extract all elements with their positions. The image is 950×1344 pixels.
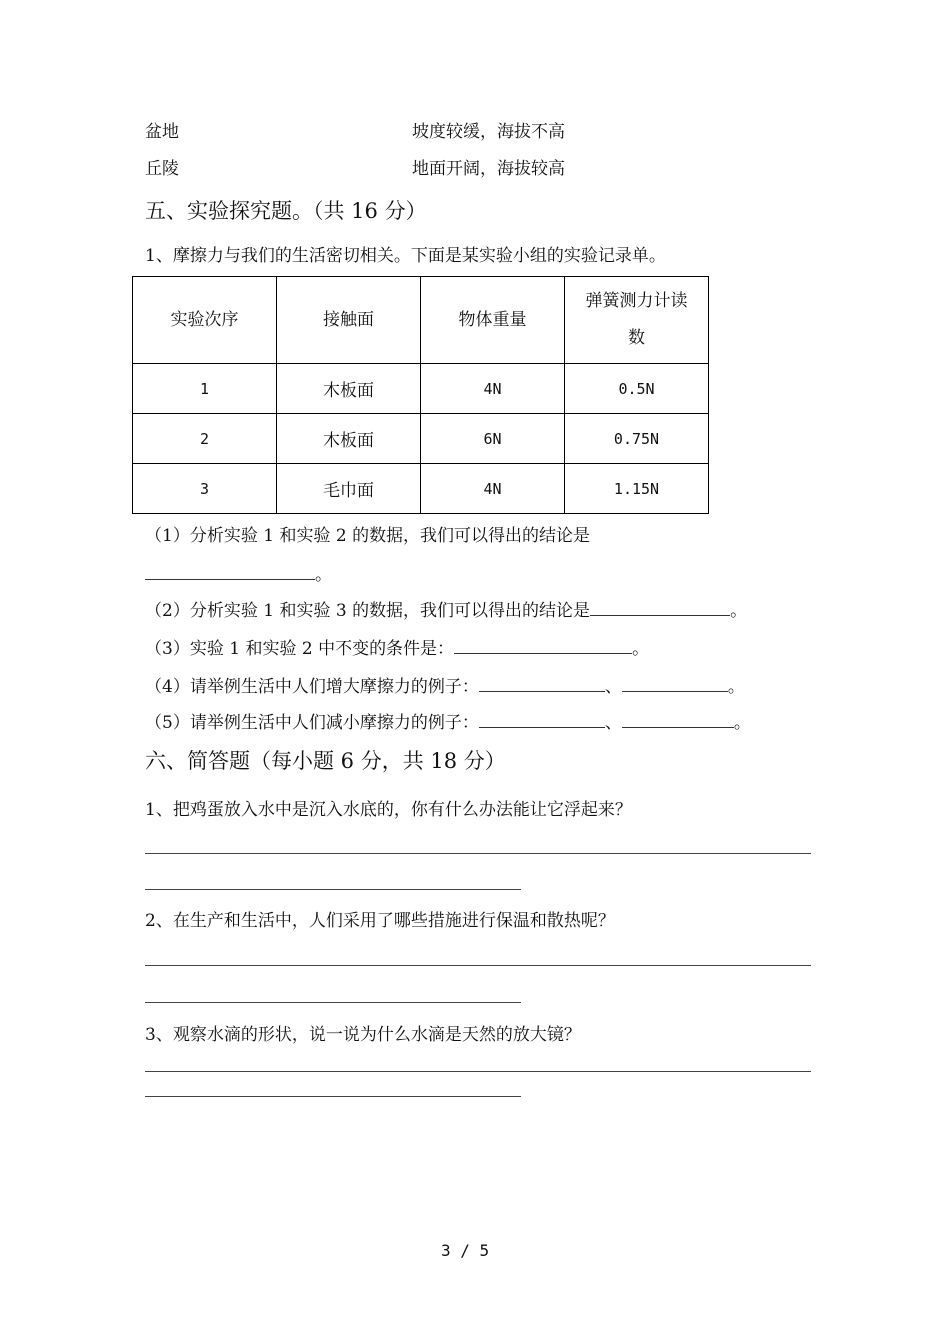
answer-line[interactable] [145,853,811,854]
table-header-cell: 弹簧测力计读数 [565,277,709,364]
table-header-cell: 物体重量 [421,277,565,364]
table-cell: 毛巾面 [277,464,421,514]
sub-question-1: （1）分析实验 1 和实验 2 的数据，我们可以得出的结论是 [145,526,591,546]
answer-blank[interactable] [145,563,315,580]
term-basin: 盆地 [145,122,179,142]
section-6-question-1: 1、把鸡蛋放入水中是沉入水底的，你有什么办法能让它浮起来？ [145,800,632,820]
answer-blank[interactable] [479,711,605,728]
sub-question-5: （5）请举例生活中人们减小摩擦力的例子： 、 。 [145,713,751,733]
table-cell: 木板面 [277,364,421,414]
answer-blank[interactable] [622,711,734,728]
table-cell: 1 [133,364,277,414]
table-header-row [133,277,709,364]
answer-line[interactable] [145,889,521,890]
table-cell: 2 [133,414,277,464]
section-6-title: 六、简答题（每小题 6 分，共 18 分） [145,749,506,773]
answer-blank[interactable] [479,675,605,692]
table-cell: 1.15N [565,464,709,514]
table-cell: 0.5N [565,364,709,414]
section-6-question-2: 2、在生产和生活中，人们采用了哪些措施进行保温和散热呢？ [145,911,615,931]
answer-blank[interactable] [622,675,728,692]
term-hills: 丘陵 [145,159,179,179]
answer-blank[interactable] [454,637,632,654]
sub-question-2: （2）分析实验 1 和实验 3 的数据，我们可以得出的结论是 。 [145,601,748,621]
table-header-cell: 实验次序 [133,277,277,364]
experiment-table [132,276,709,514]
sub-question-1-answer-line: 。 [145,563,332,586]
table-cell: 0.75N [565,414,709,464]
table-cell: 4N [421,464,565,514]
table-cell: 木板面 [277,414,421,464]
table-cell: 4N [421,364,565,414]
table-header-cell: 接触面 [277,277,421,364]
desc-basin: 坡度较缓，海拔不高 [412,122,565,142]
answer-blank[interactable] [590,599,730,616]
answer-line[interactable] [145,1096,521,1097]
answer-line[interactable] [145,965,811,966]
table-row [133,464,709,514]
table-cell: 3 [133,464,277,514]
table-row [133,364,709,414]
table-row [133,414,709,464]
sub-question-4: （4）请举例生活中人们增大摩擦力的例子： 、 。 [145,677,745,697]
section-5-title: 五、实验探究题。（共 16 分） [145,199,427,223]
answer-line[interactable] [145,1002,521,1003]
sub-question-3: （3）实验 1 和实验 2 中不变的条件是： 。 [145,639,650,659]
page-number: 3 / 5 [441,1241,490,1260]
desc-hills: 地面开阔，海拔较高 [412,159,565,179]
section-6-question-3: 3、观察水滴的形状，说一说为什么水滴是天然的放大镜？ [145,1025,581,1045]
answer-line[interactable] [145,1071,811,1072]
table-cell: 6N [421,414,565,464]
section-5-question-1: 1、摩擦力与我们的生活密切相关。下面是某实验小组的实验记录单。 [145,246,666,266]
